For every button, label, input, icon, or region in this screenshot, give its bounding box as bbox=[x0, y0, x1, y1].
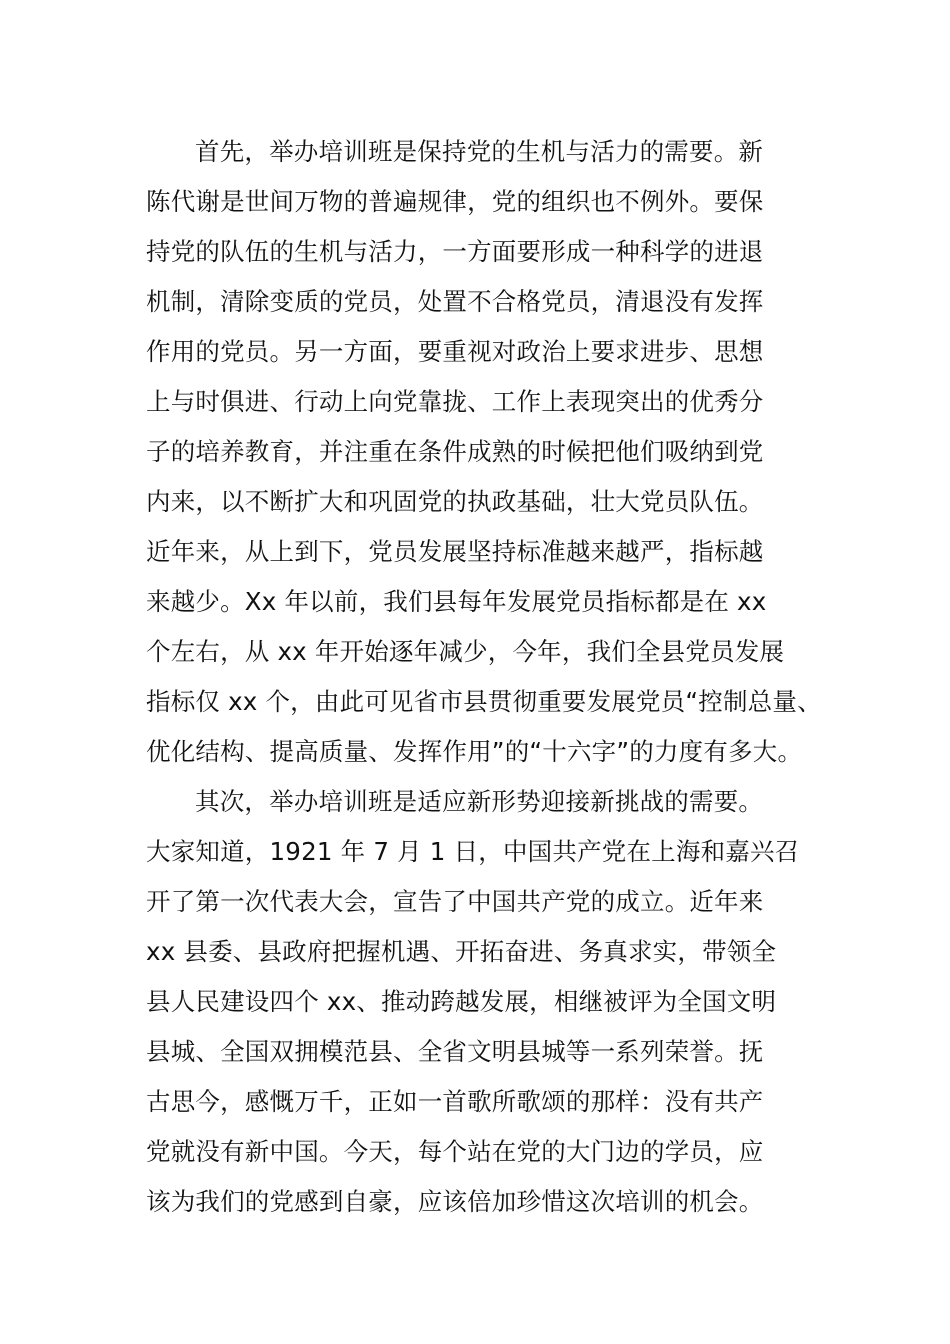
paragraph-line: 古思今，感慨万千，正如一首歌所歌颂的那样：没有共产 bbox=[146, 1087, 764, 1116]
paragraph-line: 持党的队伍的生机与活力，一方面要形成一种科学的进退 bbox=[146, 237, 764, 266]
paragraph-line: 内来，以不断扩大和巩固党的执政基础，壮大党员队伍。 bbox=[146, 487, 764, 516]
paragraph-line: 开了第一次代表大会，宣告了中国共产党的成立。近年来 bbox=[146, 887, 764, 916]
paragraph-line: xx 县委、县政府把握机遇、开拓奋进、务真求实，带领全 bbox=[146, 937, 777, 966]
paragraph-line: 党就没有新中国。今天，每个站在党的大门边的学员，应 bbox=[146, 1137, 764, 1166]
paragraph-line: 首先，举办培训班是保持党的生机与活力的需要。新 bbox=[195, 137, 764, 166]
paragraph-line: 该为我们的党感到自豪，应该倍加珍惜这次培训的机会。 bbox=[146, 1187, 764, 1216]
paragraph-line: 县城、全国双拥模范县、全省文明县城等一系列荣誉。抚 bbox=[146, 1037, 764, 1066]
paragraph-line: 大家知道，1921 年 7 月 1 日，中国共产党在上海和嘉兴召 bbox=[146, 837, 800, 866]
paragraph-1 bbox=[146, 127, 946, 777]
paragraph-line: 其次，举办培训班是适应新形势迎接新挑战的需要。 bbox=[195, 787, 764, 816]
paragraph-line: 来越少。Xx 年以前，我们县每年发展党员指标都是在 xx bbox=[146, 587, 767, 616]
paragraph-line: 个左右，从 xx 年开始逐年减少，今年，我们全县党员发展 bbox=[146, 637, 785, 666]
paragraph-line: 机制，清除变质的党员，处置不合格党员，清退没有发挥 bbox=[146, 287, 764, 316]
paragraph-line: 陈代谢是世间万物的普遍规律，党的组织也不例外。要保 bbox=[146, 187, 764, 216]
paragraph-line: 子的培养教育，并注重在条件成熟的时候把他们吸纳到党 bbox=[146, 437, 764, 466]
paragraph-line: 指标仅 xx 个，由此可见省市县贯彻重要发展党员“控制总量、 bbox=[146, 687, 822, 716]
paragraph-line: 优化结构、提高质量、发挥作用”的“十六字”的力度有多大。 bbox=[146, 737, 803, 766]
document-body bbox=[146, 127, 946, 1227]
paragraph-line: 作用的党员。另一方面，要重视对政治上要求进步、思想 bbox=[146, 337, 764, 366]
paragraph-line: 近年来，从上到下，党员发展坚持标准越来越严，指标越 bbox=[146, 537, 764, 566]
paragraph-2 bbox=[146, 777, 946, 1227]
paragraph-line: 县人民建设四个 xx、推动跨越发展，相继被评为全国文明 bbox=[146, 987, 777, 1016]
paragraph-line: 上与时俱进、行动上向党靠拢、工作上表现突出的优秀分 bbox=[146, 387, 764, 416]
